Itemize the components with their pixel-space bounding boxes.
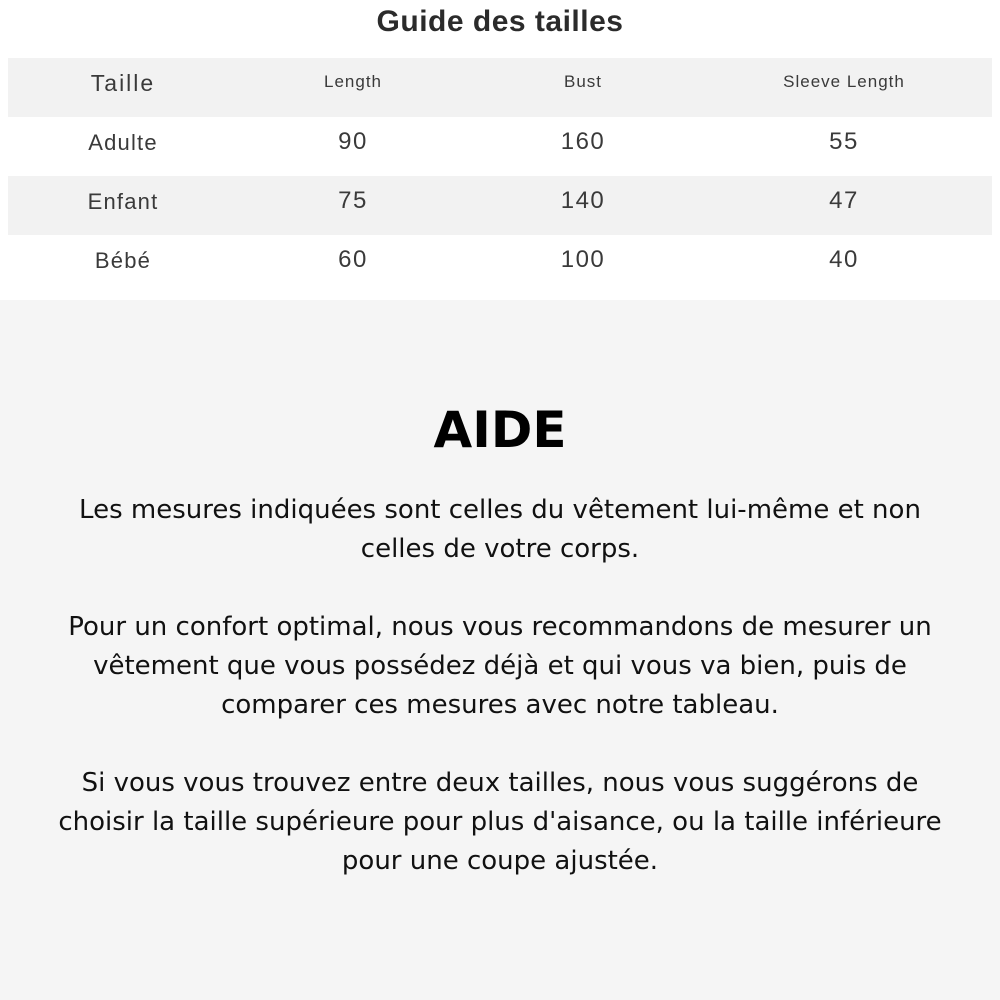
table-row <box>8 117 992 176</box>
bust-cell: 140 <box>560 187 606 214</box>
sleeve-length-cell: 40 <box>829 246 859 273</box>
size-cell: Bébé <box>94 248 152 273</box>
help-paragraph-measurements: Les mesures indiquées sont celles du vêtement lui-même et non celles de votre corps. <box>79 495 921 564</box>
table-header-row <box>8 58 992 117</box>
size-guide-title: Guide des tailles <box>376 5 624 38</box>
length-cell: 75 <box>338 187 368 214</box>
bust-cell: 160 <box>560 128 606 155</box>
help-paragraph-between-sizes: Si vous vous trouvez entre deux tailles, nous vous suggérons de choisir la taille supérieure pour plus d'aisance, ou la taille inférieure pour une coupe ajustée. <box>58 768 942 876</box>
bust-cell: 100 <box>560 246 606 273</box>
size-cell: Adulte <box>88 130 158 155</box>
sleeve-length-cell: 55 <box>829 128 859 155</box>
size-guide-section <box>0 0 1000 300</box>
length-cell: 90 <box>338 128 368 155</box>
table-row <box>8 235 992 294</box>
length-cell: 60 <box>338 246 368 273</box>
column-header-sleeve-length: Sleeve Length <box>783 72 905 91</box>
size-table <box>8 58 992 294</box>
column-header-length: Length <box>324 72 382 91</box>
column-header-bust: Bust <box>563 72 603 91</box>
size-cell: Enfant <box>87 189 159 214</box>
help-paragraph-comfort: Pour un confort optimal, nous vous recommandons de mesurer un vêtement que vous possédez déjà et qui vous va bien, puis de comparer ces mesures avec notre tableau. <box>68 612 932 720</box>
table-row <box>8 176 992 235</box>
help-title: AIDE <box>433 401 567 459</box>
sleeve-length-cell: 47 <box>829 187 859 214</box>
column-header-size: Taille <box>90 70 156 96</box>
